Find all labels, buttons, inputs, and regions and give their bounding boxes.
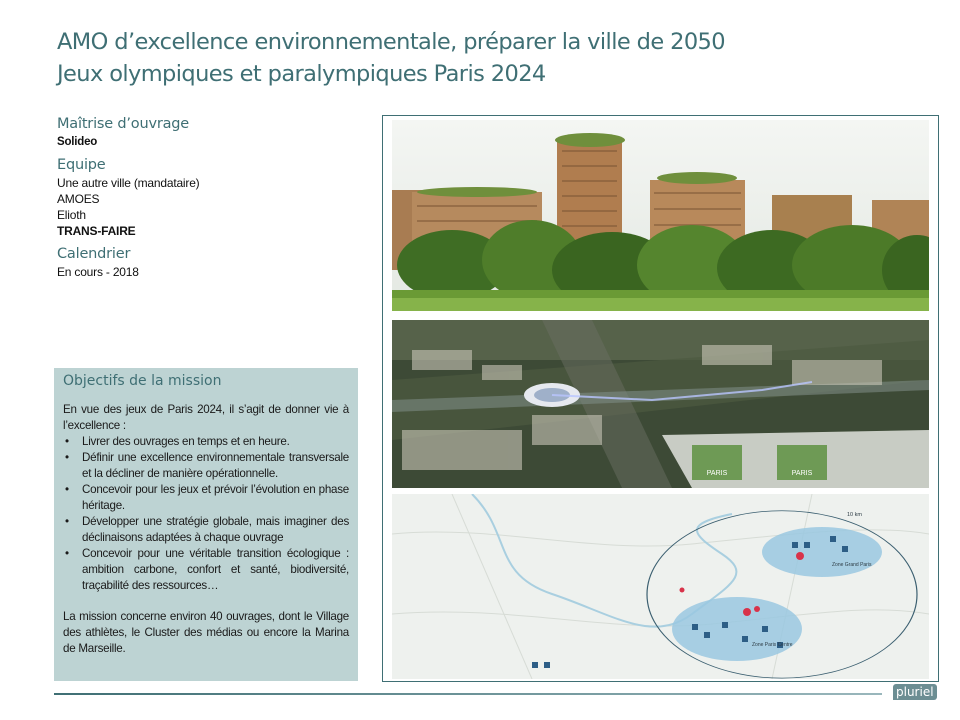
equipe-member: Une autre ville (mandataire) [57, 176, 200, 190]
objectifs-list [63, 434, 349, 594]
pluriel-logo [893, 683, 935, 703]
objectif-item: • Développer une stratégie globale, mais imaginer des déclinaisons adaptées à chaque ouvrage [63, 514, 349, 546]
objectifs-panel [54, 368, 358, 681]
objectif-item: • Concevoir pour les jeux et prévoir l’évolution en phase héritage. [63, 482, 349, 514]
title-line-2: Jeux olympiques et paralympiques Paris 2024 [57, 61, 546, 87]
page-title [57, 26, 757, 90]
equipe-member: TRANS-FAIRE [57, 224, 136, 238]
zone-paris-centre-label: Zone Paris Centre [752, 642, 793, 648]
equipe-member: AMOES [57, 192, 100, 206]
aerial-view-render [392, 320, 929, 488]
zone-grand-paris-label: Zone Grand Paris [832, 562, 872, 568]
objectifs-conclusion: La mission concerne environ 40 ouvrages, dont le Village des athlètes, le Cluster des médias ou encore la Marina de Marseille. [63, 610, 349, 655]
equipe-member: Elioth [57, 208, 86, 222]
objectif-item: • Concevoir pour une véritable transition écologique : ambition carbone, confort et santé, biodiversité, traçabilité des ressources… [63, 546, 349, 594]
images-frame [382, 115, 939, 682]
equipe-heading: Equipe [57, 157, 106, 173]
maitrise-heading: Maîtrise d’ouvrage [57, 116, 190, 132]
objectif-item: • Livrer des ouvrages en temps et en heure. [63, 434, 349, 450]
objectifs-intro: En vue des jeux de Paris 2024, il s’agit de donner vie à l’excellence : [63, 403, 349, 432]
olympic-zones-map [392, 494, 929, 679]
calendrier-value: En cours - 2018 [57, 265, 139, 279]
objectifs-heading: Objectifs de la mission [63, 373, 222, 389]
title-line-1: AMO d’excellence environnementale, préparer la ville de 2050 [57, 29, 725, 55]
athletes-village-render [392, 120, 929, 311]
paris-sign-1: PARIS [706, 470, 728, 477]
map-scale-label: 10 km [847, 512, 862, 518]
calendrier-heading: Calendrier [57, 246, 131, 262]
maitrise-value: Solideo [57, 136, 98, 148]
objectif-item: • Définir une excellence environnementale transversale et la décliner de manière opérationnelle. [63, 450, 349, 482]
logo-text: pluriel [893, 684, 937, 700]
paris-sign-2: PARIS [791, 470, 813, 477]
footer-line [54, 693, 882, 695]
project-info [57, 115, 357, 280]
